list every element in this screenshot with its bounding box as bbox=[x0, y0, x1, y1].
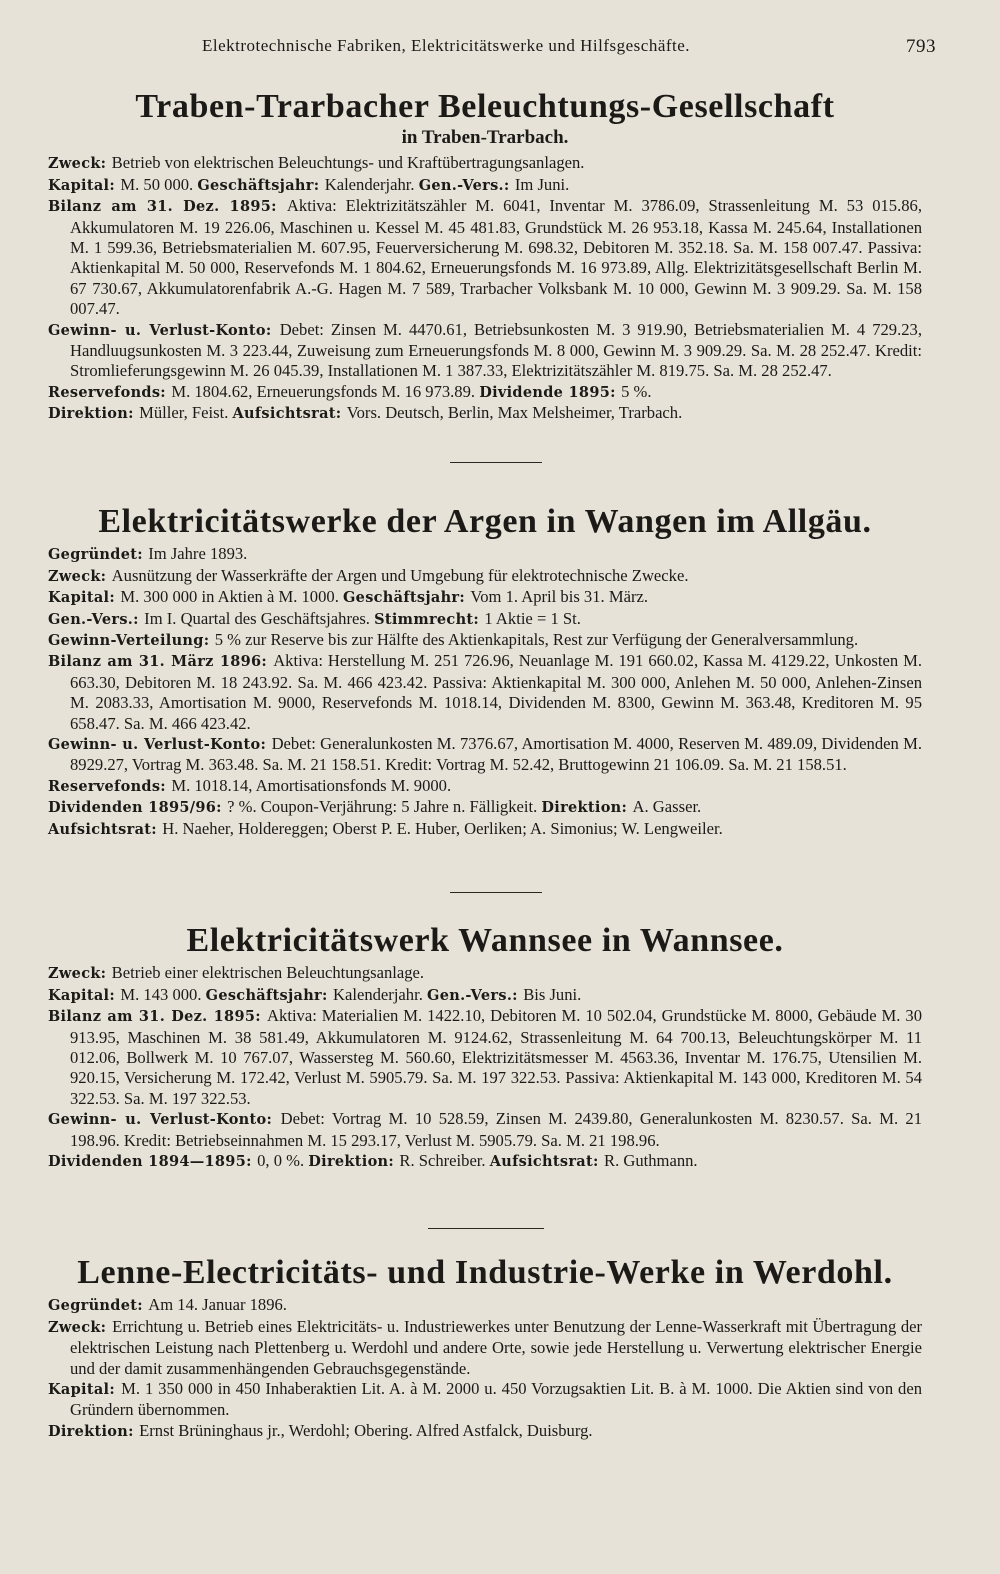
section-title: Elektricitätswerke der Argen in Wangen im Allgäu. bbox=[98, 503, 872, 540]
entry-kapital: Kapital: M. 300 000 in Aktien à M. 1000. Geschäftsjahr: Vom 1. April bis 31. März. bbox=[48, 587, 648, 607]
section-divider bbox=[450, 462, 542, 463]
entry-aufsichtsrat: Aufsichtsrat: H. Naeher, Holdereggen; Oberst P. E. Huber, Oerliken; A. Simonius; W. Lengweiler. bbox=[48, 818, 723, 838]
entry-gegruendet: Gegründet: Im Jahre 1893. bbox=[48, 544, 248, 564]
section-traben-trarbach bbox=[48, 88, 922, 425]
entry-kapital: Kapital: M. 143 000. Geschäftsjahr: Kalenderjahr. Gen.-Vers.: Bis Juni. bbox=[48, 984, 582, 1004]
entry-dividenden: Dividenden 1894—1895: 0, 0 %. Direktion: R. Schreiber. Aufsichtsrat: R. Guthmann. bbox=[48, 1151, 698, 1171]
entry-gewinn-verlust: Gewinn- u. Verlust-Konto: Debet: Zinsen M. 4470.61, Betriebsunkosten M. 3 919.90, Betriebsmaterialien M. 4 729.23, Handluugsunkosten M. 3 223.44, Zuweisung zum Erneuerungsfonds M. 8 000, Gewinn M. 3 909.29. Sa. M. 28 252.47. Kredit: Stromlieferungsgewinn M. 26 045.39, Installationen M. 1 387.33, Elektrizitätszähler M. 819.75. Sa. M. 28 252.47. bbox=[48, 319, 922, 381]
entry-bilanz: Bilanz am 31. März 1896: Aktiva: Herstellung M. 251 726.96, Neuanlage M. 191 660.02, Kassa M. 4129.22, Unkosten M. 663.30, Debitoren M. 18 243.92. Sa. M. 466 423.42. Passiva: Aktienkapital M. 300 000, Anlehen M. 50 000, Anlehen-Zinsen M. 2083.33, Amortisation M. 9000, Reservefonds M. 1018.14, Dividenden M. 8300, Gewinn M. 363.48, Kreditoren M. 95 658.47. Sa. M. 466 423.42. bbox=[48, 651, 922, 733]
entry-kapital: Kapital: M. 50 000. Geschäftsjahr: Kalenderjahr. Gen.-Vers.: Im Juni. bbox=[48, 174, 570, 194]
entry-kapital: Kapital: M. 1 350 000 in 450 Inhaberaktien Lit. A. à M. 2000 u. 450 Vorzugsaktien Lit. B. à M. 1000. Die Aktien sind von den Gründern übernommen. bbox=[48, 1379, 922, 1420]
section-title: Lenne-Electricitäts- und Industrie-Werke in Werdohl. bbox=[77, 1254, 893, 1291]
entry-zweck: Zweck: Errichtung u. Betrieb eines Elektricitäts- u. Industriewerkes unter Benutzung der Lenne-Wasserkraft mit Übertragung der elektrischen Leistung nach Plettenberg u. Werdohl und andere Orte, sowie jede Herstellung u. Verwertung elektrischer Energie und der damit zusammenhängenden Gebrauchsgegenstände. bbox=[48, 1316, 923, 1378]
section-divider bbox=[450, 892, 542, 893]
entry-gewinn-verteilung: Gewinn-Verteilung: 5 % zur Reserve bis zur Hälfte des Aktienkapitals, Rest zur Verfügung der Generalversammlung. bbox=[48, 630, 859, 650]
page-number: 793 bbox=[906, 36, 936, 57]
entry-gewinn-verlust: Gewinn- u. Verlust-Konto: Debet: Vortrag M. 10 528.59, Zinsen M. 2439.80, Generalunkosten M. 8230.57. Sa. M. 21 198.96. Kredit: Betriebseinnahmen M. 15 293.17, Verlust M. 5905.79. Sa. M. 21 198.96. bbox=[48, 1109, 922, 1150]
running-title: Elektrotechnische Fabriken, Elektricitätswerke und Hilfsgeschäfte. bbox=[202, 36, 691, 55]
section-lenne-werdohl bbox=[48, 1254, 922, 1442]
section-title: Elektricitätswerk Wannsee in Wannsee. bbox=[186, 922, 784, 959]
entry-zweck: Zweck: Betrieb einer elektrischen Beleuchtungsanlage. bbox=[48, 963, 425, 983]
entry-zweck: Zweck: Ausnützung der Wasserkräfte der Argen und Umgebung für elektrotechnische Zwecke. bbox=[48, 565, 689, 585]
entry-bilanz: Bilanz am 31. Dez. 1895: Aktiva: Materialien M. 1422.10, Debitoren M. 10 502.04, Grundstücke M. 8000, Gebäude M. 30 913.95, Maschinen M. 38 581.49, Akkumulatoren M. 9124.62, Strassenleitung M. 64 700.13, Beleuchtungskörper M. 11 012.06, Bollwerk M. 10 767.07, Wassersteg M. 560.60, Elektrizitätsmesser M. 4563.36, Inventar M. 176.75, Utensilien M. 920.15, Versicherung M. 172.42, Verlust M. 5905.79. Sa. M. 197 322.53. Passiva: Aktienkapital M. 143 000, Kreditoren M. 54 322.53. Sa. M. 197 322.53. bbox=[48, 1006, 922, 1108]
entry-bilanz: Bilanz am 31. Dez. 1895: Aktiva: Elektrizitätszähler M. 6041, Inventar M. 3786.09, Strassenleitung M. 53 015.86, Akkumulatoren M. 19 226.06, Maschinen u. Kessel M. 45 481.83, Grundstück M. 26 953.18, Kassa M. 245.64, Installationen M. 1 599.36, Betriebsmaterialien M. 607.95, Feuerversicherung M. 698.32, Debitoren M. 352.18. Sa. M. 158 007.47. Passiva: Aktienkapital M. 50 000, Reservefonds M. 1 804.62, Erneuerungsfonds M. 16 973.89, Allg. Elektrizitätsgesellschaft Berlin M. 67 730.67, Akkumulatorenfabrik A.-G. Hagen M. 7 589, Trarbacher Volksbank M. 10 000, Gewinn M. 3 909.29. Sa. M. 158 007.47. bbox=[48, 196, 922, 319]
running-header bbox=[150, 36, 936, 60]
entry-direktion: Direktion: Müller, Feist. Aufsichtsrat: Vors. Deutsch, Berlin, Max Melsheimer, Trarbach. bbox=[48, 403, 683, 423]
section-argen-wangen bbox=[48, 503, 922, 840]
section-wannsee bbox=[48, 922, 922, 1172]
entry-gewinn-verlust: Gewinn- u. Verlust-Konto: Debet: Generalunkosten M. 7376.67, Amortisation M. 4000, Reserven M. 489.09, Dividenden M. 8929.27, Vortrag M. 363.48. Sa. M. 21 158.51. Kredit: Vortrag M. 52.42, Bruttogewinn 21 106.09. Sa. M. 21 158.51. bbox=[48, 734, 922, 775]
section-divider bbox=[428, 1228, 544, 1229]
entry-direktion: Direktion: Ernst Brüninghaus jr., Werdohl; Obering. Alfred Astfalck, Duisburg. bbox=[48, 1420, 593, 1440]
entry-reservefonds: Reservefonds: M. 1018.14, Amortisationsfonds M. 9000. bbox=[48, 775, 452, 795]
section-title: Traben-Trarbacher Beleuchtungs-Gesellschaft bbox=[135, 88, 835, 125]
entry-reservefonds: Reservefonds: M. 1804.62, Erneuerungsfonds M. 16 973.89. Dividende 1895: 5 %. bbox=[48, 381, 652, 401]
entry-gegruendet: Gegründet: Am 14. Januar 1896. bbox=[48, 1295, 287, 1315]
section-subtitle: in Traben-Trarbach. bbox=[401, 127, 569, 149]
entry-dividenden: Dividenden 1895/96: ? %. Coupon-Verjährung: 5 Jahre n. Fälligkeit. Direktion: A. Gasser. bbox=[48, 797, 702, 817]
entry-zweck: Zweck: Betrieb von elektrischen Beleuchtungs- und Kraftübertragungsanlagen. bbox=[48, 153, 585, 173]
entry-gen-vers: Gen.-Vers.: Im I. Quartal des Geschäftsjahres. Stimmrecht: 1 Aktie = 1 St. bbox=[48, 608, 581, 628]
